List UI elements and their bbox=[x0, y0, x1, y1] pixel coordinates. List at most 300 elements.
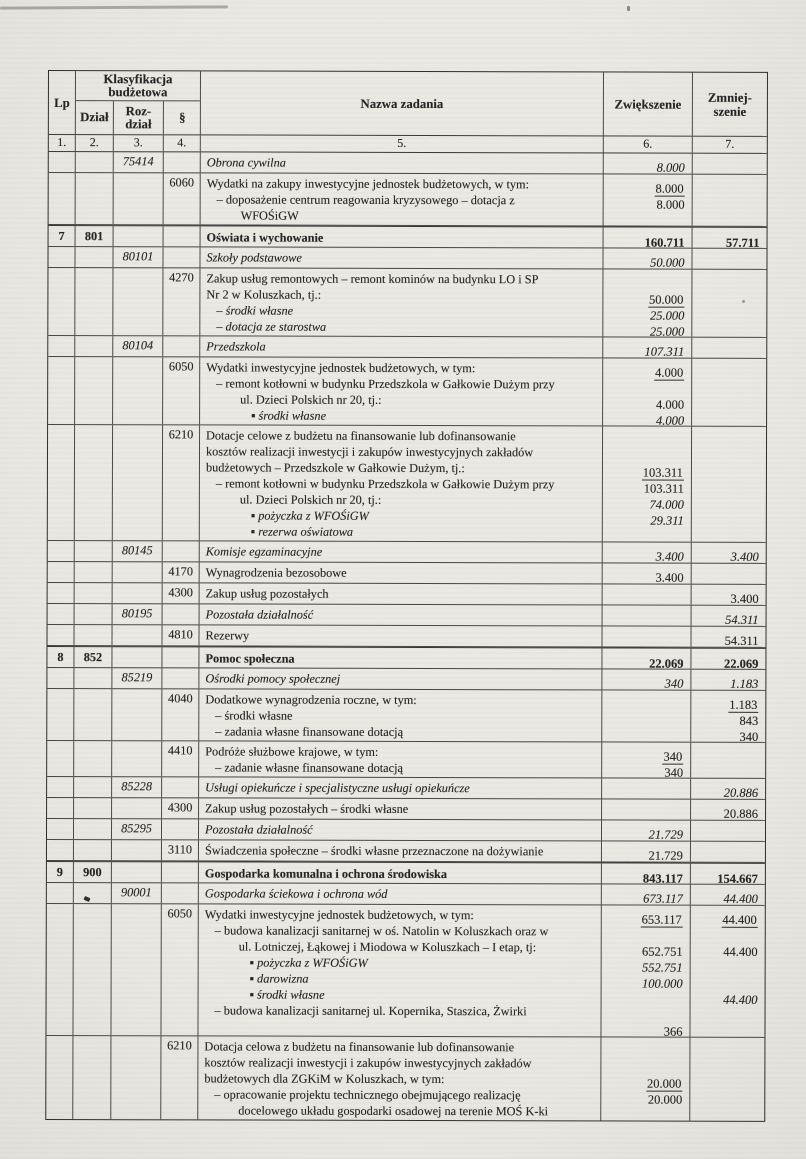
cell-lp bbox=[46, 1036, 73, 1119]
cell-paragraf bbox=[162, 798, 199, 818]
cell-zmniejszenie bbox=[691, 649, 765, 669]
amount-value: 21.729 bbox=[648, 827, 684, 842]
cell-dzial bbox=[74, 798, 112, 818]
code-value: 75414 bbox=[122, 154, 154, 169]
amount-zmniejszenie bbox=[690, 1024, 757, 1040]
column-number: 2. bbox=[76, 135, 114, 151]
amount-zmniejszenie bbox=[693, 235, 760, 251]
cell-paragraf bbox=[162, 840, 199, 860]
cell-paragraf bbox=[162, 668, 199, 688]
code-value: 9 bbox=[56, 865, 63, 880]
header-klasyfikacja-line2: budżetowa bbox=[108, 84, 168, 99]
cell-lp bbox=[47, 741, 74, 776]
header-klasyfikacja-sub bbox=[76, 101, 200, 134]
task-line: Gospodarka ściekowa i ochrona wód bbox=[204, 886, 388, 901]
task-line: Wydatki inwestycyjne jednostek budżetowych, w tym: bbox=[206, 360, 476, 376]
amount-value: 8.000 bbox=[656, 197, 685, 212]
cell-lp bbox=[48, 541, 75, 561]
cell-zmniejszenie bbox=[693, 154, 767, 174]
zmniejszenie-amounts bbox=[690, 1044, 764, 1124]
zmniejszenie-amounts bbox=[691, 697, 765, 745]
zwiekszenie-amounts bbox=[603, 343, 691, 359]
amount-zwiekszenie bbox=[602, 805, 683, 821]
code-value: 4170 bbox=[168, 564, 194, 579]
code-value: 4040 bbox=[168, 691, 193, 706]
task-line: – remont kotłowni w budynku Przedszkola w Gałkowie Dużym przy bbox=[216, 376, 555, 392]
amount-zmniejszenie bbox=[692, 481, 759, 497]
amount-value: 4.000 bbox=[655, 397, 685, 412]
amount-zwiekszenie bbox=[602, 764, 683, 780]
amount-zmniejszenie bbox=[692, 449, 759, 465]
amount-zmniejszenie bbox=[693, 197, 760, 213]
amount-zmniejszenie bbox=[691, 944, 758, 960]
amount-value: 20.886 bbox=[723, 806, 759, 821]
zmniejszenie-amounts bbox=[691, 891, 765, 907]
zmniejszenie-amounts bbox=[691, 827, 765, 843]
zwiekszenie-amounts bbox=[603, 548, 691, 564]
column-number: 7. bbox=[725, 136, 735, 151]
task-line: – zadanie własne finansowane dotacją bbox=[215, 760, 403, 775]
amount-zmniejszenie bbox=[692, 513, 759, 529]
amount-value: 8.000 bbox=[655, 181, 684, 196]
header-klasyfikacja-line1: Klasyfikacja bbox=[103, 71, 173, 86]
cell-lp bbox=[47, 668, 74, 688]
cell-zwiekszenie bbox=[603, 337, 692, 357]
amount-zmniejszenie bbox=[691, 848, 758, 864]
task-line: Pomoc społeczna bbox=[205, 651, 295, 666]
cell-dzial bbox=[75, 336, 113, 356]
cell-zwiekszenie bbox=[602, 690, 691, 741]
cell-zmniejszenie bbox=[691, 670, 765, 690]
amount-value: 44.400 bbox=[723, 992, 758, 1007]
task-row bbox=[46, 904, 764, 1038]
cell-zmniejszenie bbox=[692, 338, 766, 358]
cell-zmniejszenie bbox=[691, 743, 765, 778]
amount-zwiekszenie bbox=[602, 712, 683, 728]
task-row bbox=[47, 625, 765, 648]
cell-lp bbox=[47, 689, 74, 740]
column-number: 5. bbox=[201, 135, 604, 152]
scan-streak-artifact bbox=[0, 5, 228, 9]
amount-zmniejszenie bbox=[691, 713, 758, 729]
amount-zwiekszenie bbox=[604, 212, 685, 228]
task-line: Dotacja celowa z budżetu na finansowanie lub dofinansowanie bbox=[204, 1039, 515, 1055]
amount-zmniejszenie bbox=[692, 497, 759, 513]
header-nazwa-zadania bbox=[201, 71, 604, 135]
amount-zwiekszenie bbox=[603, 307, 684, 323]
cell-rozdzial bbox=[112, 819, 162, 839]
amount-zwiekszenie bbox=[603, 323, 684, 339]
cell-rozdzial bbox=[114, 226, 164, 246]
cell-lp bbox=[47, 625, 74, 645]
zmniejszenie-amounts bbox=[692, 591, 766, 607]
zwiekszenie-amounts bbox=[603, 590, 691, 606]
zmniejszenie-amounts bbox=[692, 276, 766, 340]
zmniejszenie-amounts bbox=[691, 848, 765, 864]
cell-nazwa bbox=[199, 647, 602, 668]
amount-zwiekszenie bbox=[602, 696, 683, 712]
cell-paragraf bbox=[162, 883, 199, 903]
amount-zwiekszenie bbox=[601, 1043, 682, 1059]
cell-paragraf bbox=[161, 904, 198, 1035]
cell-paragraf bbox=[163, 247, 200, 267]
amount-zwiekszenie bbox=[603, 432, 684, 448]
amount-zwiekszenie bbox=[603, 380, 684, 396]
zwiekszenie-amounts bbox=[603, 364, 691, 428]
cell-rozdzial bbox=[112, 840, 162, 860]
cell-nazwa bbox=[201, 152, 604, 173]
cell-rozdzial bbox=[113, 268, 163, 335]
cell-zwiekszenie bbox=[602, 841, 691, 861]
cell-zmniejszenie bbox=[691, 842, 765, 862]
cell-dzial bbox=[75, 425, 113, 540]
cell-dzial bbox=[74, 819, 112, 839]
amount-zmniejszenie bbox=[690, 1092, 757, 1108]
cell-dzial bbox=[73, 1036, 111, 1119]
cell-zmniejszenie bbox=[690, 906, 764, 1037]
code-value: 6060 bbox=[169, 175, 195, 190]
code-value: 8 bbox=[57, 650, 64, 665]
zmniejszenie-amounts bbox=[692, 365, 766, 429]
zmniejszenie-amounts bbox=[692, 433, 766, 545]
amount-value: 107.311 bbox=[644, 344, 685, 359]
cell-zwiekszenie bbox=[603, 426, 692, 541]
cell-lp bbox=[47, 883, 74, 903]
zwiekszenie-amounts bbox=[602, 696, 690, 744]
cell-nazwa bbox=[199, 741, 602, 777]
amount-zwiekszenie bbox=[603, 512, 684, 528]
amount-zwiekszenie bbox=[602, 632, 683, 648]
amount-zmniejszenie bbox=[693, 181, 760, 197]
amount-value: 44.400 bbox=[723, 944, 758, 959]
cell-dzial bbox=[74, 625, 112, 645]
amount-value: 54.311 bbox=[725, 612, 759, 627]
code-value: 85228 bbox=[121, 779, 153, 794]
zmniejszenie-amounts bbox=[692, 344, 766, 360]
cell-dzial bbox=[76, 173, 114, 224]
cell-paragraf bbox=[162, 647, 199, 667]
task-row bbox=[48, 268, 766, 338]
zmniejszenie-amounts bbox=[691, 656, 765, 672]
zwiekszenie-amounts bbox=[602, 870, 690, 886]
cell-rozdzial bbox=[112, 668, 162, 688]
task-line: Pozostała działalność bbox=[205, 607, 314, 622]
cell-zwiekszenie bbox=[602, 799, 691, 819]
cell-paragraf bbox=[163, 425, 200, 540]
cell-nazwa bbox=[199, 819, 602, 840]
cell-lp bbox=[47, 862, 74, 882]
amount-zwiekszenie bbox=[601, 1075, 682, 1091]
header-rozdzial-line2: dział bbox=[125, 116, 152, 131]
zmniejszenie-amounts bbox=[691, 633, 765, 649]
amount-zwiekszenie bbox=[602, 975, 683, 991]
zwiekszenie-amounts bbox=[602, 805, 690, 821]
amount-zmniejszenie bbox=[692, 465, 759, 481]
cell-rozdzial bbox=[111, 1036, 161, 1119]
cell-zmniejszenie bbox=[692, 427, 766, 542]
cell-zwiekszenie bbox=[603, 248, 692, 268]
amount-value: 50.000 bbox=[649, 292, 684, 307]
cell-lp bbox=[47, 647, 74, 667]
task-line: Usługi opiekuńcze i specjalistyczne usługi opiekuńcze bbox=[205, 780, 470, 796]
task-line: Pozostała działalność bbox=[204, 822, 313, 837]
amount-zmniejszenie bbox=[692, 381, 759, 397]
cell-zmniejszenie bbox=[693, 228, 767, 248]
task-line: ▪ pożyczka z WFOŚiGW bbox=[250, 508, 369, 523]
amount-zmniejszenie bbox=[691, 992, 758, 1008]
amount-zwiekszenie bbox=[602, 728, 683, 744]
task-line: Ośrodki pomocy społecznej bbox=[205, 671, 341, 686]
cell-zwiekszenie bbox=[604, 174, 693, 225]
task-line: Wydatki na zakupy inwestycyjne jednostek budżetowych, w tym: bbox=[206, 176, 530, 192]
amount-value: 22.069 bbox=[724, 656, 759, 671]
task-row bbox=[48, 357, 766, 427]
cell-lp bbox=[48, 336, 75, 356]
zmniejszenie-amounts bbox=[692, 549, 766, 565]
amount-zwiekszenie bbox=[601, 1107, 682, 1123]
header-zmniejszenie bbox=[693, 73, 767, 136]
cell-rozdzial bbox=[113, 336, 163, 356]
code-value: 3110 bbox=[167, 842, 193, 857]
cell-zwiekszenie bbox=[603, 605, 692, 625]
zwiekszenie-amounts bbox=[602, 890, 690, 906]
amount-value: 103.311 bbox=[643, 481, 684, 496]
cell-lp bbox=[48, 247, 75, 267]
amount-zwiekszenie bbox=[603, 448, 684, 464]
header-zwiekszenie bbox=[604, 72, 693, 135]
cell-nazwa bbox=[199, 862, 602, 883]
task-row bbox=[47, 689, 765, 743]
amount-value: 20.000 bbox=[647, 1092, 683, 1107]
amount-zmniejszenie bbox=[692, 276, 759, 292]
cell-zwiekszenie bbox=[603, 269, 692, 339]
amount-zwiekszenie bbox=[603, 275, 684, 291]
amount-zmniejszenie bbox=[693, 160, 760, 176]
header-dzial bbox=[76, 101, 114, 134]
cell-rozdzial bbox=[112, 777, 162, 797]
task-row bbox=[48, 562, 766, 585]
table-header bbox=[49, 71, 767, 137]
amount-zmniejszenie bbox=[692, 570, 759, 586]
amount-zwiekszenie bbox=[603, 343, 684, 359]
cell-zmniejszenie bbox=[692, 564, 766, 584]
zwiekszenie-amounts bbox=[603, 611, 691, 627]
cell-dzial bbox=[74, 689, 112, 740]
amount-value: 44.400 bbox=[723, 891, 758, 906]
cell-dzial bbox=[73, 904, 111, 1035]
task-line: Rezerwy bbox=[205, 628, 250, 643]
amount-zmniejszenie bbox=[692, 324, 759, 340]
code-value: 90001 bbox=[120, 885, 152, 900]
zwiekszenie-amounts bbox=[602, 826, 690, 842]
zwiekszenie-amounts bbox=[601, 1043, 689, 1123]
cell-rozdzial bbox=[113, 604, 163, 624]
cell-paragraf bbox=[163, 336, 200, 356]
header-dzial-label: Dział bbox=[80, 110, 109, 125]
zwiekszenie-amounts bbox=[602, 632, 690, 648]
cell-lp bbox=[48, 583, 75, 603]
amount-zmniejszenie bbox=[691, 960, 758, 976]
amount-zwiekszenie bbox=[602, 748, 683, 764]
section-row bbox=[47, 646, 765, 670]
cell-zwiekszenie bbox=[603, 542, 692, 562]
cell-zmniejszenie bbox=[691, 691, 765, 742]
amount-zwiekszenie bbox=[602, 847, 683, 863]
task-line: ul. Dzieci Polskich nr 20, tj.: bbox=[240, 392, 382, 407]
zmniejszenie-amounts bbox=[692, 570, 766, 586]
header-rozdzial-line1: Roz- bbox=[125, 103, 152, 118]
cell-zwiekszenie bbox=[602, 863, 691, 886]
cell-nazwa bbox=[200, 336, 603, 357]
task-line: Wydatki inwestycyjne jednostek budżetowych, w tym: bbox=[204, 907, 474, 923]
cell-rozdzial bbox=[112, 862, 162, 882]
zmniejszenie-amounts bbox=[691, 676, 765, 692]
task-line: ▪ środki własne bbox=[251, 408, 327, 423]
cell-lp bbox=[49, 173, 76, 224]
cell-lp bbox=[47, 777, 74, 797]
code-value: 85219 bbox=[121, 670, 153, 685]
task-row bbox=[47, 798, 765, 821]
amount-zmniejszenie bbox=[691, 676, 758, 692]
amount-zmniejszenie bbox=[691, 765, 758, 781]
cell-dzial bbox=[74, 777, 112, 797]
zwiekszenie-amounts bbox=[604, 180, 692, 228]
cell-zwiekszenie bbox=[602, 626, 691, 646]
amount-zmniejszenie bbox=[692, 549, 759, 565]
cell-zmniejszenie bbox=[691, 885, 765, 905]
cell-nazwa bbox=[199, 840, 602, 861]
zmniejszenie-amounts bbox=[691, 749, 765, 781]
code-value: 4270 bbox=[169, 270, 194, 285]
cell-zwiekszenie bbox=[604, 153, 693, 173]
amount-zmniejszenie bbox=[691, 891, 758, 907]
zmniejszenie-amounts bbox=[691, 871, 765, 887]
cell-zmniejszenie bbox=[691, 821, 765, 841]
cell-lp bbox=[47, 798, 74, 818]
amount-zwiekszenie bbox=[602, 655, 683, 671]
cell-lp bbox=[46, 904, 73, 1035]
task-line: kosztów realizacji inwestycji i zakupów inwestycyjnych zakładów bbox=[205, 444, 534, 460]
task-line: docelowego układu gospodarki osadowej na terenie MOŚ K-ki bbox=[238, 1103, 549, 1119]
cell-rozdzial bbox=[113, 425, 163, 540]
amount-zwiekszenie bbox=[602, 991, 683, 1007]
task-line: – doposażenie centrum reagowania kryzysowego – dotacja z bbox=[216, 192, 515, 208]
amount-value: 1.183 bbox=[729, 697, 758, 712]
cell-lp bbox=[48, 268, 75, 335]
zwiekszenie-amounts bbox=[603, 432, 691, 544]
zmniejszenie-amounts bbox=[691, 785, 765, 801]
task-row bbox=[47, 840, 765, 863]
amount-value: 4.000 bbox=[655, 365, 684, 380]
amount-value: 340 bbox=[664, 765, 684, 780]
cell-lp bbox=[49, 152, 76, 172]
amount-zmniejszenie bbox=[691, 729, 758, 745]
amount-zmniejszenie bbox=[691, 656, 758, 672]
amount-zmniejszenie bbox=[691, 806, 758, 822]
amount-zwiekszenie bbox=[602, 1007, 683, 1023]
task-line bbox=[198, 1018, 597, 1035]
task-line: Oświata i wychowanie bbox=[206, 230, 324, 245]
rozdzial-row bbox=[47, 819, 765, 842]
cell-dzial bbox=[74, 741, 112, 776]
task-row bbox=[48, 425, 766, 543]
amount-zwiekszenie bbox=[603, 291, 684, 307]
header-nazwa-label: Nazwa zadania bbox=[360, 96, 444, 111]
amount-zwiekszenie bbox=[602, 826, 683, 842]
code-value: 80104 bbox=[122, 338, 154, 353]
amount-zwiekszenie bbox=[602, 943, 683, 959]
amount-value: 366 bbox=[663, 1024, 683, 1039]
cell-nazwa bbox=[200, 357, 603, 425]
amount-value: 154.667 bbox=[717, 871, 758, 886]
amount-zmniejszenie bbox=[690, 1060, 757, 1076]
zwiekszenie-amounts bbox=[602, 655, 690, 671]
task-row bbox=[48, 583, 766, 606]
cell-nazwa bbox=[201, 173, 604, 225]
code-value: 85295 bbox=[121, 821, 152, 836]
amount-value: 3.400 bbox=[655, 570, 684, 585]
amount-value: 340 bbox=[663, 749, 683, 764]
amount-zmniejszenie bbox=[692, 591, 759, 607]
amount-zmniejszenie bbox=[691, 1008, 758, 1024]
amount-value: 54.311 bbox=[724, 633, 759, 648]
amount-zwiekszenie bbox=[604, 159, 685, 175]
task-line: ▪ rezerwa oświatowa bbox=[250, 524, 354, 539]
amount-zwiekszenie bbox=[602, 784, 683, 800]
amount-value: 160.711 bbox=[644, 235, 685, 250]
column-number-row bbox=[49, 135, 767, 154]
cell-zwiekszenie bbox=[602, 742, 691, 780]
cell-lp bbox=[47, 819, 74, 839]
task-line: Obrona cywilna bbox=[206, 155, 286, 170]
amount-value: 843 bbox=[739, 713, 759, 728]
cell-rozdzial bbox=[114, 152, 164, 172]
amount-value: 29.311 bbox=[650, 513, 684, 528]
cell-lp bbox=[48, 425, 75, 540]
cell-zwiekszenie bbox=[602, 778, 691, 798]
amount-value: 843.117 bbox=[642, 871, 683, 886]
cell-dzial bbox=[74, 668, 112, 688]
cell-nazwa bbox=[199, 625, 602, 646]
cell-zmniejszenie bbox=[692, 585, 766, 605]
amount-zwiekszenie bbox=[602, 927, 683, 943]
cell-zmniejszenie bbox=[693, 175, 767, 226]
header-rozdzial bbox=[114, 101, 164, 134]
amount-value: 44.400 bbox=[722, 912, 757, 927]
cell-nazwa bbox=[200, 562, 603, 583]
cell-paragraf bbox=[162, 777, 199, 797]
amount-zmniejszenie bbox=[690, 1044, 757, 1060]
amount-zmniejszenie bbox=[690, 1108, 757, 1124]
task-line: Dodatkowe wynagrodzenia roczne, w tym: bbox=[205, 692, 417, 707]
cell-paragraf bbox=[164, 173, 201, 224]
task-line: Wynagrodzenia bezosobowe bbox=[205, 565, 347, 580]
task-line: ▪ środki własne bbox=[249, 987, 325, 1002]
amount-value: 25.000 bbox=[649, 324, 685, 339]
amount-value: 57.711 bbox=[725, 235, 760, 250]
amount-zwiekszenie bbox=[603, 528, 684, 544]
column-number: 3. bbox=[114, 135, 164, 151]
amount-zmniejszenie bbox=[692, 308, 759, 324]
amount-zwiekszenie bbox=[603, 548, 684, 564]
amount-zmniejszenie bbox=[692, 365, 759, 381]
cell-nazwa bbox=[198, 1036, 601, 1120]
code-value: 6050 bbox=[167, 906, 193, 921]
cell-zmniejszenie bbox=[692, 543, 766, 563]
cell-dzial bbox=[74, 862, 112, 882]
amount-zwiekszenie bbox=[601, 1059, 682, 1075]
amount-value: 22.069 bbox=[649, 656, 684, 671]
